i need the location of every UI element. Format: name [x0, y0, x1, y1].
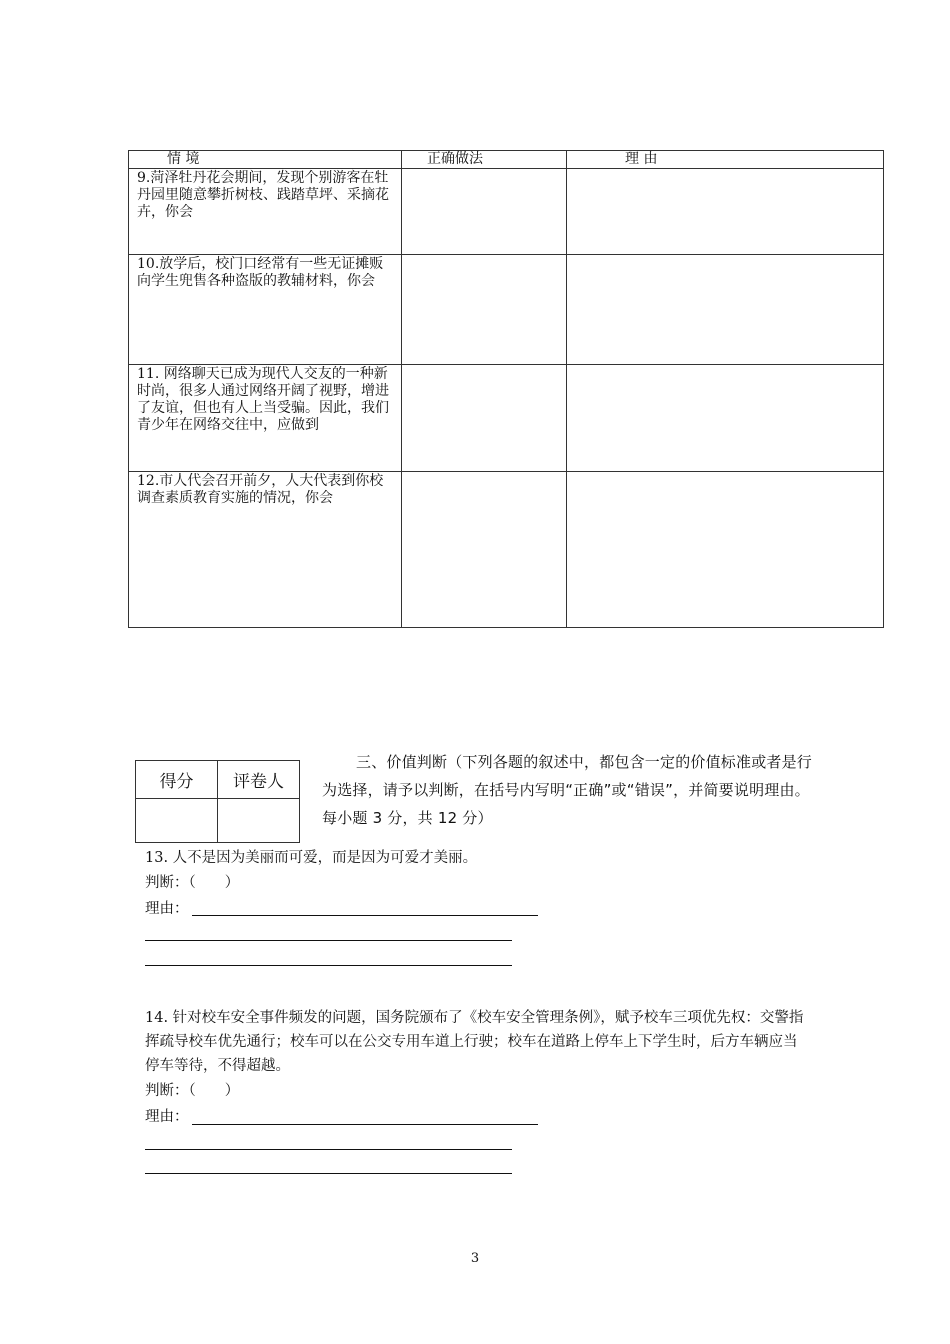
score-field[interactable]	[136, 799, 218, 843]
situation-cell: 12.市人代会召开前夕，人大代表到你校调查素质教育实施的情况，你会	[129, 472, 402, 628]
q13-reason-label: 理由：	[145, 901, 189, 917]
q14-text: 14. 针对校车安全事件频发的问题，国务院颁布了《校车安全管理条例》，赋予校车三项优先权：交警指挥疏导校车优先通行；校车可以在公交专用车道上行驶；校车在道路上停车上下学生时，后方车辆应当停车等待，不得超越。	[145, 1010, 804, 1074]
reason-cell[interactable]	[567, 472, 884, 628]
reason-cell[interactable]	[567, 255, 884, 365]
situation-cell: 10.放学后，校门口经常有一些无证摊贩向学生兜售各种盗版的教辅材料，你会	[129, 255, 402, 365]
table-row	[129, 472, 884, 628]
q13-reason-line-2[interactable]	[145, 940, 512, 941]
reason-cell[interactable]	[567, 169, 884, 255]
q14-judge-label: 判断：（ ）	[145, 1083, 240, 1099]
table-row	[129, 365, 884, 472]
q13-reason-line-1[interactable]	[192, 915, 538, 916]
q13-judge-label: 判断：（ ）	[145, 875, 240, 891]
header-reason: 理 由	[567, 151, 884, 169]
table-row	[129, 255, 884, 365]
scenario-table	[128, 150, 884, 628]
section-3-title: 三、价值判断（下列各题的叙述中，都包含一定的价值标准或者是行为选择，请予以判断，在括号内写明“正确”或“错误”，并简要说明理由。每小题 3 分，共 12 分）	[322, 753, 813, 827]
answer-cell[interactable]	[402, 365, 567, 472]
table-row	[129, 169, 884, 255]
q14-reason-line-2[interactable]	[145, 1149, 512, 1150]
grader-field[interactable]	[218, 799, 300, 843]
q13-reason-line-3[interactable]	[145, 965, 512, 966]
q13-text: 13. 人不是因为美丽而可爱，而是因为可爱才美丽。	[145, 850, 478, 866]
answer-cell[interactable]	[402, 255, 567, 365]
situation-cell: 9.菏泽牡丹花会期间，发现个别游客在牡丹园里随意攀折树枝、践踏草坪、采摘花卉，你会	[129, 169, 402, 255]
grader-label: 评卷人	[218, 761, 300, 799]
header-situation: 情 境	[129, 151, 402, 169]
score-label: 得分	[136, 761, 218, 799]
page-number: 3	[470, 1251, 480, 1266]
situation-cell: 11. 网络聊天已成为现代人交友的一种新时尚，很多人通过网络开阔了视野，增进了友谊，但也有人上当受骗。因此，我们青少年在网络交往中，应做到	[129, 365, 402, 472]
reason-cell[interactable]	[567, 365, 884, 472]
header-correct-action: 正确做法	[402, 151, 567, 169]
q14-reason-line-1[interactable]	[192, 1124, 538, 1125]
table-header-row	[129, 151, 884, 169]
q14-reason-label: 理由：	[145, 1109, 189, 1125]
answer-cell[interactable]	[402, 472, 567, 628]
q14-reason-line-3[interactable]	[145, 1173, 512, 1174]
score-box	[135, 760, 300, 843]
answer-cell[interactable]	[402, 169, 567, 255]
